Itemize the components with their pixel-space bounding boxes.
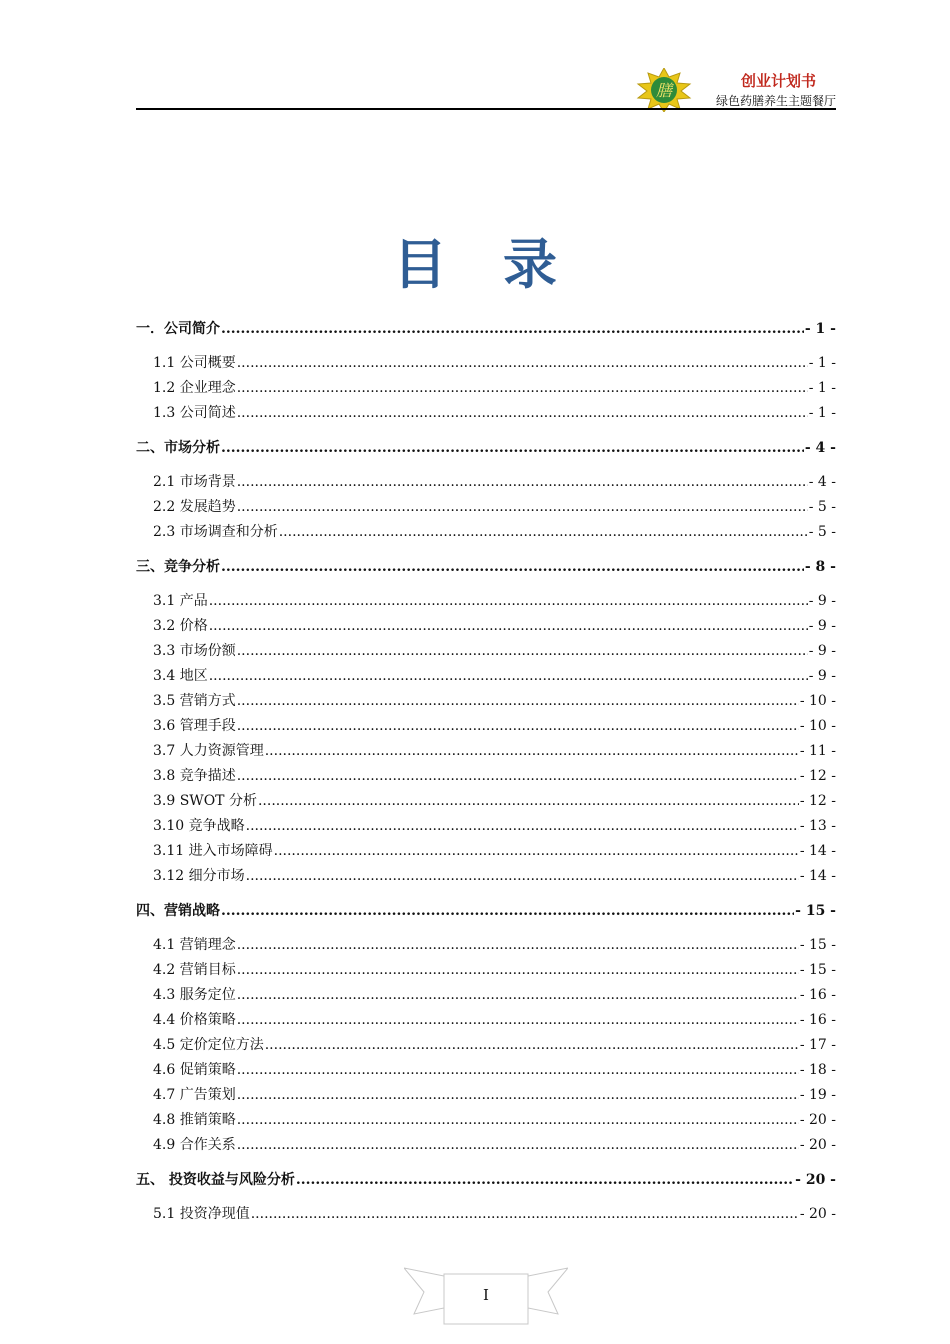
toc-subsection-entry[interactable] [136,839,836,864]
toc-subsection-entry[interactable] [136,789,836,814]
toc-leader-dots [209,664,808,689]
toc-subsection-entry[interactable] [136,1008,836,1033]
toc-entry-page: - 16 - [799,987,836,1003]
toc-entry-label: 2.1 市场背景 [153,474,236,490]
toc-entry-label: 3.3 市场份额 [153,643,236,659]
toc-entry-page: - 18 - [799,1062,836,1078]
toc-entry-page: - 19 - [799,1087,836,1103]
toc-entry-label: 四、营销战略 [136,903,220,919]
toc-leader-dots [251,1202,799,1227]
toc-subsection-entry[interactable] [136,958,836,983]
toc-leader-dots [237,1133,799,1158]
toc-entry-page: - 1 - [808,355,836,371]
toc-entry-page: - 15 - [799,962,836,978]
toc-entry-page: - 8 - [804,559,836,575]
toc-leader-dots [221,555,804,580]
toc-entry-page: - 4 - [804,440,836,456]
toc-entry-label: 4.8 推销策略 [153,1112,236,1128]
page-number: I [483,1286,489,1304]
toc-entry-label: 1.1 公司概要 [153,355,236,371]
toc-entry-label: 4.4 价格策略 [153,1012,236,1028]
toc-entry-label: 3.11 进入市场障碍 [153,843,273,859]
toc-section-entry[interactable] [136,899,836,924]
toc-leader-dots [237,1108,799,1133]
toc-entry-page: - 9 - [808,668,836,684]
toc-leader-dots [209,589,808,614]
toc-leader-dots [237,351,808,376]
toc-subsection-entry[interactable] [136,1108,836,1133]
toc-leader-dots [221,317,804,342]
toc-entry-label: 4.7 广告策划 [153,1087,236,1103]
toc-subsection-entry[interactable] [136,814,836,839]
toc-subsection-entry[interactable] [136,376,836,401]
page-footer [404,1262,568,1328]
toc-leader-dots [237,495,808,520]
toc-entry-page: - 20 - [799,1206,836,1222]
toc-entry-page: - 9 - [808,643,836,659]
toc-entry-label: 3.5 营销方式 [153,693,236,709]
toc-entry-page: - 13 - [799,818,836,834]
toc-leader-dots [237,714,799,739]
toc-leader-dots [246,864,799,889]
toc-entry-page: - 11 - [799,743,836,759]
toc-subsection-entry[interactable] [136,983,836,1008]
toc-entry-label: 二、市场分析 [136,440,220,456]
toc-leader-dots [237,470,808,495]
toc-entry-label: 4.9 合作关系 [153,1137,236,1153]
toc-entry-page: - 4 - [808,474,836,490]
toc-leader-dots [221,436,804,461]
toc-entry-label: 2.3 市场调查和分析 [153,524,278,540]
toc-entry-label: 1.2 企业理念 [153,380,236,396]
toc-entry-label: 3.6 管理手段 [153,718,236,734]
toc-leader-dots [237,376,808,401]
toc-leader-dots [209,614,808,639]
toc-leader-dots [246,814,799,839]
toc-subsection-entry[interactable] [136,1058,836,1083]
toc-entry-page: - 15 - [799,937,836,953]
toc-section-entry[interactable] [136,1168,836,1193]
toc-entry-page: - 5 - [808,499,836,515]
toc-subsection-entry[interactable] [136,1133,836,1158]
toc-leader-dots [221,899,794,924]
toc-leader-dots [265,739,799,764]
toc-subsection-entry[interactable] [136,739,836,764]
toc-leader-dots [237,958,799,983]
toc-entry-label: 一．公司简介 [136,321,220,337]
toc-subsection-entry[interactable] [136,589,836,614]
toc-section-entry[interactable] [136,436,836,461]
toc-entry-label: 4.3 服务定位 [153,987,236,1003]
toc-leader-dots [237,933,799,958]
toc-entry-label: 4.6 促销策略 [153,1062,236,1078]
toc-entry-page: - 1 - [808,405,836,421]
toc-subsection-entry[interactable] [136,495,836,520]
header-rule [136,108,836,110]
toc-subsection-entry[interactable] [136,351,836,376]
toc-entry-page: - 10 - [799,718,836,734]
toc-entry-label: 3.9 SWOT 分析 [153,793,257,809]
toc-entry-page: - 9 - [808,618,836,634]
toc-entry-label: 1.3 公司简述 [153,405,236,421]
toc-subsection-entry[interactable] [136,689,836,714]
page-header [136,64,836,110]
toc-entry-page: - 12 - [799,768,836,784]
toc-entry-label: 5.1 投资净现值 [153,1206,250,1222]
svg-text:膳: 膳 [655,81,673,100]
toc-subsection-entry[interactable] [136,1083,836,1108]
toc-entry-page: - 16 - [799,1012,836,1028]
toc-section-entry[interactable] [136,555,836,580]
header-subtitle: 绿色药膳养生主题餐厅 [715,94,836,108]
toc-entry-label: 4.2 营销目标 [153,962,236,978]
toc-subsection-entry[interactable] [136,714,836,739]
toc-leader-dots [258,789,799,814]
toc-section-entry[interactable] [136,317,836,342]
toc-leader-dots [237,639,808,664]
toc-entry-label: 3.4 地区 [153,668,208,684]
toc-subsection-entry[interactable] [136,401,836,426]
toc-subsection-entry[interactable] [136,764,836,789]
toc-subsection-entry[interactable] [136,864,836,889]
toc-subsection-entry[interactable] [136,639,836,664]
restaurant-logo [636,68,692,112]
toc-entry-page: - 12 - [799,793,836,809]
header-title: 创业计划书 [740,72,816,90]
toc-entry-label: 三、竞争分析 [136,559,220,575]
toc-subsection-entry[interactable] [136,1202,836,1227]
toc-entry-label: 3.12 细分市场 [153,868,245,884]
toc-entry-label: 3.10 竞争战略 [153,818,245,834]
toc-entry-page: - 1 - [808,380,836,396]
toc-entry-page: - 14 - [799,868,836,884]
toc-leader-dots [237,983,799,1008]
toc-entry-label: 五、 投资收益与风险分析 [136,1172,295,1188]
table-of-contents [136,317,836,1227]
toc-subsection-entry[interactable] [136,664,836,689]
toc-entry-page: - 20 - [795,1172,836,1188]
toc-entry-label: 3.1 产品 [153,593,208,609]
toc-entry-label: 4.1 营销理念 [153,937,236,953]
toc-leader-dots [265,1033,799,1058]
toc-entry-page: - 5 - [808,524,836,540]
toc-leader-dots [274,839,799,864]
toc-entry-label: 2.2 发展趋势 [153,499,236,515]
toc-entry-page: - 20 - [799,1112,836,1128]
toc-leader-dots [237,764,799,789]
toc-entry-page: - 10 - [799,693,836,709]
toc-leader-dots [237,1058,799,1083]
toc-entry-page: - 20 - [799,1137,836,1153]
toc-leader-dots [296,1168,794,1193]
toc-leader-dots [237,401,808,426]
toc-entry-label: 3.7 人力资源管理 [153,743,264,759]
toc-entry-page: - 1 - [804,321,836,337]
toc-leader-dots [237,1083,799,1108]
toc-subsection-entry[interactable] [136,933,836,958]
toc-subsection-entry[interactable] [136,470,836,495]
toc-subsection-entry[interactable] [136,1033,836,1058]
toc-leader-dots [279,520,808,545]
toc-entry-page: - 17 - [799,1037,836,1053]
toc-subsection-entry[interactable] [136,520,836,545]
toc-entry-page: - 14 - [799,843,836,859]
toc-subsection-entry[interactable] [136,614,836,639]
toc-entry-label: 4.5 定价定位方法 [153,1037,264,1053]
toc-leader-dots [237,689,799,714]
toc-entry-page: - 15 - [795,903,836,919]
toc-entry-label: 3.8 竞争描述 [153,768,236,784]
toc-leader-dots [237,1008,799,1033]
toc-entry-label: 3.2 价格 [153,618,208,634]
toc-heading: 目录 [393,232,613,296]
toc-entry-page: - 9 - [808,593,836,609]
